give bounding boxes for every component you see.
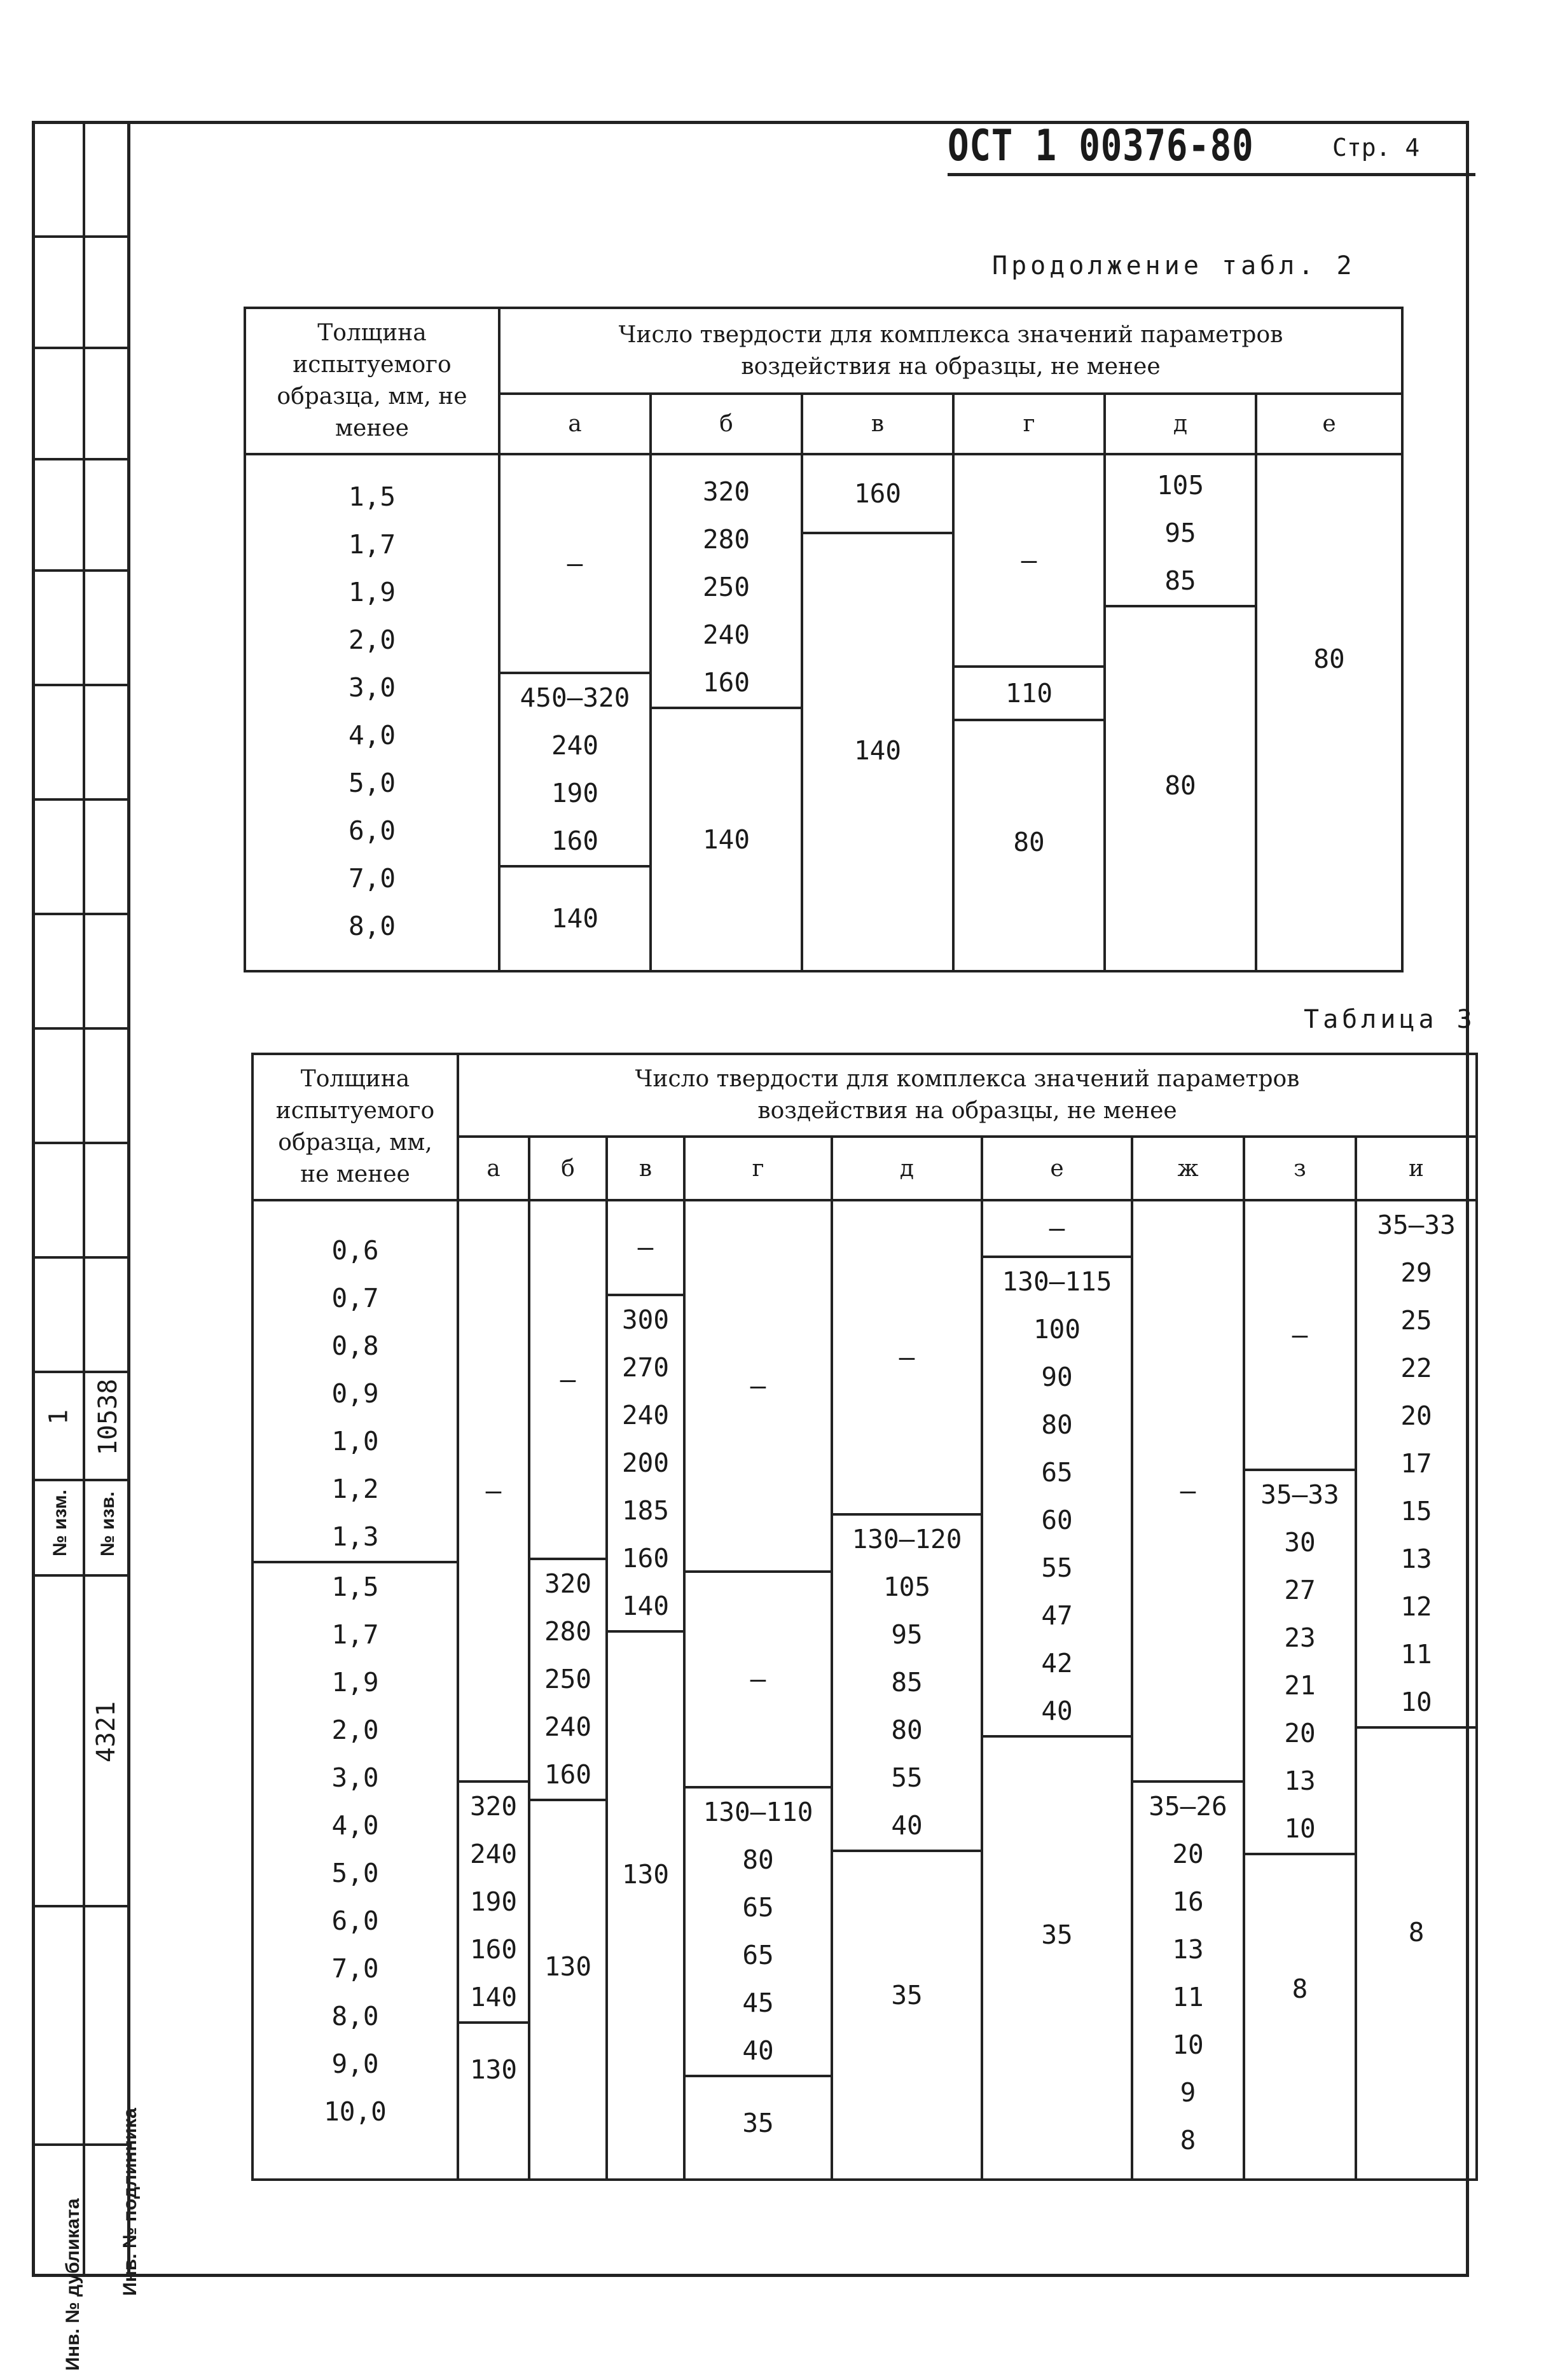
- table3-thickness-value: 4,0: [331, 1810, 379, 1841]
- table3-z-value: 20: [1284, 1718, 1316, 1748]
- table3-col-i-values: [1356, 1200, 1477, 2180]
- table2-b-value: 280: [702, 524, 750, 555]
- table3-d-value: –: [833, 1201, 981, 1516]
- side-stamp-line: [35, 1142, 130, 1144]
- table3-i-value: 20: [1400, 1401, 1432, 1431]
- table3-g-value: 45: [742, 1988, 774, 2018]
- notice-number: 10538: [93, 1378, 123, 1456]
- table2-col-a: а: [499, 394, 651, 454]
- notice-number-label: № изв.: [97, 1491, 118, 1556]
- table2-a-value: 450–320: [520, 682, 630, 713]
- table3: [251, 1053, 1478, 2181]
- side-stamp-line: [35, 798, 130, 801]
- table3-v-value: 130: [621, 1858, 670, 1890]
- table3-e-value: 100: [1033, 1314, 1081, 1345]
- table3-col-zh-values: [1132, 1200, 1244, 2180]
- table3-g-value: 65: [742, 1940, 774, 1970]
- table3-g-value: –: [686, 1201, 831, 1573]
- table2-b-value: 140: [702, 824, 750, 855]
- table2-col-v: в: [802, 394, 953, 454]
- table2-d-value: 85: [1106, 557, 1255, 607]
- document-code: ОСТ 1 00376-80: [948, 121, 1254, 171]
- table3-b-value: 160: [530, 1751, 605, 1801]
- table3-col-zh: ж: [1132, 1137, 1244, 1200]
- table3-d-value: 130–120: [852, 1524, 962, 1554]
- table3-thickness-value: 1,2: [331, 1474, 379, 1504]
- side-stamp-line: [35, 1027, 130, 1030]
- table3-i-value: 8: [1408, 1916, 1425, 1948]
- table3-a-value: 140: [459, 1974, 528, 2024]
- table3-e-value: 60: [1041, 1505, 1073, 1535]
- table3-thickness-value: 1,3: [254, 1513, 457, 1563]
- table3-b-value: 240: [544, 1712, 592, 1742]
- table3-v-value: 300: [621, 1304, 670, 1335]
- side-stamp-line: [35, 458, 130, 460]
- table3-d-value: 95: [891, 1619, 923, 1650]
- table3-e-value: –: [983, 1201, 1131, 1258]
- table2-v-value: 140: [853, 735, 902, 766]
- table3-thickness-value: 7,0: [331, 1953, 379, 1984]
- table3-a-value: 320: [459, 1780, 528, 1830]
- table3-v-value: 140: [608, 1582, 683, 1633]
- table3-i-value: 13: [1400, 1544, 1432, 1574]
- table3-col-v: в: [607, 1137, 684, 1200]
- table3-a-value: 160: [469, 1934, 518, 1965]
- table3-thickness-value: 2,0: [331, 1715, 379, 1745]
- table3-thickness-value: 0,7: [331, 1283, 379, 1313]
- table3-z-value: –: [1245, 1201, 1355, 1471]
- table2-thickness-value: 1,9: [348, 577, 396, 607]
- side-stamp-line: [35, 347, 130, 349]
- table2-col-d: д: [1105, 394, 1256, 454]
- change-number: 1: [44, 1409, 74, 1425]
- change-number-label: № изм.: [50, 1490, 71, 1556]
- table3-v-value: 200: [621, 1448, 670, 1478]
- table2: [244, 307, 1404, 972]
- original-inventory-number: 4321: [92, 1701, 121, 1763]
- header-rule: [948, 173, 1475, 176]
- table3-zh-value: 20: [1172, 1839, 1204, 1869]
- table3-g-value: 130–110: [703, 1797, 813, 1827]
- table2-group-header: Число твердости для комплекса значений параметров воздействия на образцы, не менее: [499, 308, 1402, 394]
- side-stamp-line: [35, 569, 130, 572]
- table2-thickness-value: 3,0: [348, 672, 396, 703]
- table3-v-value: –: [608, 1201, 683, 1296]
- table3-e-value: 130–115: [1002, 1266, 1112, 1297]
- side-stamp-line: [35, 684, 130, 686]
- table2-thickness-value: 1,7: [348, 529, 396, 560]
- table3-e-value: 65: [1041, 1457, 1073, 1488]
- table3-thickness-value: 9,0: [331, 2049, 379, 2079]
- table3-g-value: –: [686, 1573, 831, 1788]
- table3-thickness-value: 1,9: [331, 1667, 379, 1698]
- table3-caption: Таблица 3: [1304, 1005, 1476, 1034]
- table3-zh-value: 8: [1180, 2125, 1196, 2155]
- table3-zh-value: 9: [1180, 2077, 1196, 2108]
- table3-e-value: 40: [983, 1687, 1131, 1738]
- table3-z-value: 8: [1292, 1973, 1308, 2004]
- table3-e-value: 42: [1041, 1648, 1073, 1678]
- table2-thickness-value: 4,0: [348, 720, 396, 751]
- table2-v-value: 160: [803, 455, 952, 534]
- table3-z-value: 35–33: [1260, 1479, 1339, 1510]
- table2-col-g-values: [953, 454, 1105, 971]
- table2-a-value: 240: [551, 730, 599, 761]
- table2-a-value: –: [500, 455, 649, 674]
- table3-i-value: 29: [1400, 1257, 1432, 1288]
- table3-thickness-value: 0,9: [331, 1378, 379, 1409]
- table2-b-value: 160: [652, 659, 801, 709]
- table2-thickness-value: 1,5: [348, 481, 396, 512]
- table3-col-g-values: [684, 1200, 832, 2180]
- side-stamp-line: [35, 1256, 130, 1259]
- table3-z-value: 27: [1284, 1575, 1316, 1605]
- table2-a-value: 140: [551, 903, 599, 934]
- table3-thickness-value: 5,0: [331, 1858, 379, 1888]
- table3-d-value: 80: [891, 1715, 923, 1745]
- table3-thickness-value: 0,6: [331, 1235, 379, 1266]
- side-stamp-line: [35, 1574, 130, 1577]
- table3-zh-value: 16: [1172, 1886, 1204, 1917]
- table3-v-value: 185: [621, 1495, 670, 1526]
- table3-col-v-values: [607, 1200, 684, 2180]
- table3-b-value: 130: [544, 1951, 592, 1982]
- table3-i-value: 10: [1357, 1678, 1475, 1729]
- table3-g-value: 65: [742, 1892, 774, 1923]
- table2-d-value: 95: [1164, 518, 1196, 548]
- original-inventory-label: Инв. № подлинника: [120, 2108, 141, 2296]
- table3-col-i: и: [1356, 1137, 1477, 1200]
- table2-d-value: 105: [1156, 470, 1205, 501]
- table3-col-a: а: [458, 1137, 529, 1200]
- table3-g-value: 80: [742, 1844, 774, 1875]
- table2-thickness-value: 6,0: [348, 815, 396, 846]
- duplicate-inventory-label: Инв. № дубликата: [62, 2198, 83, 2371]
- table3-e-value: 90: [1041, 1362, 1073, 1392]
- table3-thickness-values: [252, 1200, 458, 2180]
- side-stamp-line: [35, 235, 130, 238]
- table3-z-value: 10: [1245, 1805, 1355, 1855]
- table3-v-value: 270: [621, 1352, 670, 1383]
- table3-i-value: 11: [1400, 1639, 1432, 1670]
- table2-col-e-values: [1256, 454, 1402, 971]
- table3-thickness-value: 8,0: [331, 2001, 379, 2031]
- table3-e-value: 47: [1041, 1600, 1073, 1631]
- table2-e-value: 80: [1313, 643, 1345, 674]
- table2-thickness-value: 7,0: [348, 863, 396, 894]
- table2-b-value: 240: [702, 619, 750, 650]
- table3-i-value: 12: [1400, 1591, 1432, 1622]
- table3-zh-value: –: [1133, 1201, 1243, 1783]
- table3-e-value: 80: [1041, 1409, 1073, 1440]
- table2-b-value: 250: [702, 572, 750, 602]
- table3-d-value: 85: [891, 1667, 923, 1698]
- table2-col-b-values: [651, 454, 802, 971]
- table2-thickness-value: 8,0: [348, 911, 396, 941]
- table3-zh-value: 35–26: [1149, 1791, 1227, 1822]
- table3-thickness-value: 1,7: [331, 1619, 379, 1650]
- table3-col-z-values: [1244, 1200, 1356, 2180]
- table3-i-value: 25: [1400, 1305, 1432, 1336]
- table3-col-d-values: [832, 1200, 982, 2180]
- table3-group-header: Число твердости для комплекса значений параметров воздействия на образцы, не менее: [458, 1054, 1477, 1137]
- table3-a-value: –: [485, 1475, 502, 1506]
- table3-thickness-value: 6,0: [331, 1906, 379, 1936]
- table3-i-value: 15: [1400, 1496, 1432, 1526]
- table3-zh-value: 11: [1172, 1982, 1204, 2012]
- table2-col-b: б: [651, 394, 802, 454]
- table2-col-g: г: [953, 394, 1105, 454]
- table3-thickness-header: Толщина испытуемого образца, мм, не менее: [252, 1054, 458, 1200]
- table3-i-value: 22: [1400, 1353, 1432, 1383]
- table3-g-value: 35: [742, 2108, 774, 2138]
- table2-col-v-values: [802, 454, 953, 971]
- table3-b-value: 250: [544, 1664, 592, 1694]
- table3-thickness-value: 0,8: [331, 1331, 379, 1361]
- side-stamp-line: [35, 913, 130, 915]
- table3-d-value: 55: [891, 1762, 923, 1793]
- side-stamp-line: [35, 1905, 130, 1907]
- table3-e-value: 35: [1041, 1919, 1073, 1950]
- table3-col-g: г: [684, 1137, 832, 1200]
- table3-z-value: 13: [1284, 1766, 1316, 1796]
- table2-a-value: 160: [500, 817, 649, 868]
- table3-z-value: 21: [1284, 1670, 1316, 1701]
- table3-col-e-values: [982, 1200, 1132, 2180]
- table3-b-value: 320: [544, 1568, 592, 1599]
- table3-d-value: 40: [833, 1802, 981, 1852]
- table3-col-a-values: [458, 1200, 529, 2180]
- table3-v-value: 240: [621, 1400, 670, 1430]
- table3-thickness-value: 1,5: [331, 1572, 379, 1602]
- table2-thickness-values: [245, 454, 499, 971]
- table3-thickness-value: 10,0: [324, 2096, 387, 2127]
- table2-b-value: 320: [702, 476, 750, 507]
- table2-thickness-value: 5,0: [348, 768, 396, 798]
- table3-z-value: 30: [1284, 1527, 1316, 1558]
- table3-d-value: 105: [883, 1572, 931, 1602]
- page-number: Стр. 4: [1332, 134, 1420, 162]
- table3-a-value: 240: [469, 1839, 518, 1869]
- table2-g-value: 110: [955, 668, 1103, 721]
- table3-a-value: 130: [469, 2054, 518, 2085]
- table3-col-e: е: [982, 1137, 1132, 1200]
- side-stamp-divider: [83, 124, 85, 2274]
- table2-thickness-header: Толщина испытуемого образца, мм, не менее: [245, 308, 499, 454]
- table3-d-value: 35: [891, 1979, 923, 2010]
- table3-e-value: 55: [1041, 1553, 1073, 1583]
- table3-thickness-value: 3,0: [331, 1762, 379, 1793]
- table3-z-value: 23: [1284, 1622, 1316, 1653]
- table3-v-value: 160: [621, 1543, 670, 1574]
- table2-caption: Продолжение табл. 2: [992, 251, 1356, 280]
- table2-d-value: 80: [1164, 770, 1196, 801]
- table2-thickness-value: 2,0: [348, 625, 396, 655]
- table3-zh-value: 13: [1172, 1934, 1204, 1965]
- table3-a-value: 190: [469, 1886, 518, 1917]
- table3-b-value: 280: [544, 1616, 592, 1647]
- table3-i-value: 17: [1400, 1448, 1432, 1479]
- table3-zh-value: 10: [1172, 2030, 1204, 2060]
- table3-col-b: б: [529, 1137, 607, 1200]
- table2-a-value: 190: [551, 778, 599, 808]
- side-stamp: [32, 121, 141, 2371]
- table3-col-z: з: [1244, 1137, 1356, 1200]
- table2-col-e: е: [1256, 394, 1402, 454]
- table3-col-b-values: [529, 1200, 607, 2180]
- table3-b-value: –: [530, 1201, 605, 1560]
- table3-g-value: 40: [686, 2027, 831, 2077]
- table3-i-value: 35–33: [1377, 1210, 1456, 1240]
- table2-g-value: 80: [1013, 826, 1045, 857]
- table3-col-d: д: [832, 1137, 982, 1200]
- table2-col-a-values: [499, 454, 651, 971]
- table2-col-d-values: [1105, 454, 1256, 971]
- side-stamp-line: [35, 2143, 130, 2146]
- table2-g-value: –: [955, 455, 1103, 668]
- table3-thickness-value: 1,0: [331, 1426, 379, 1456]
